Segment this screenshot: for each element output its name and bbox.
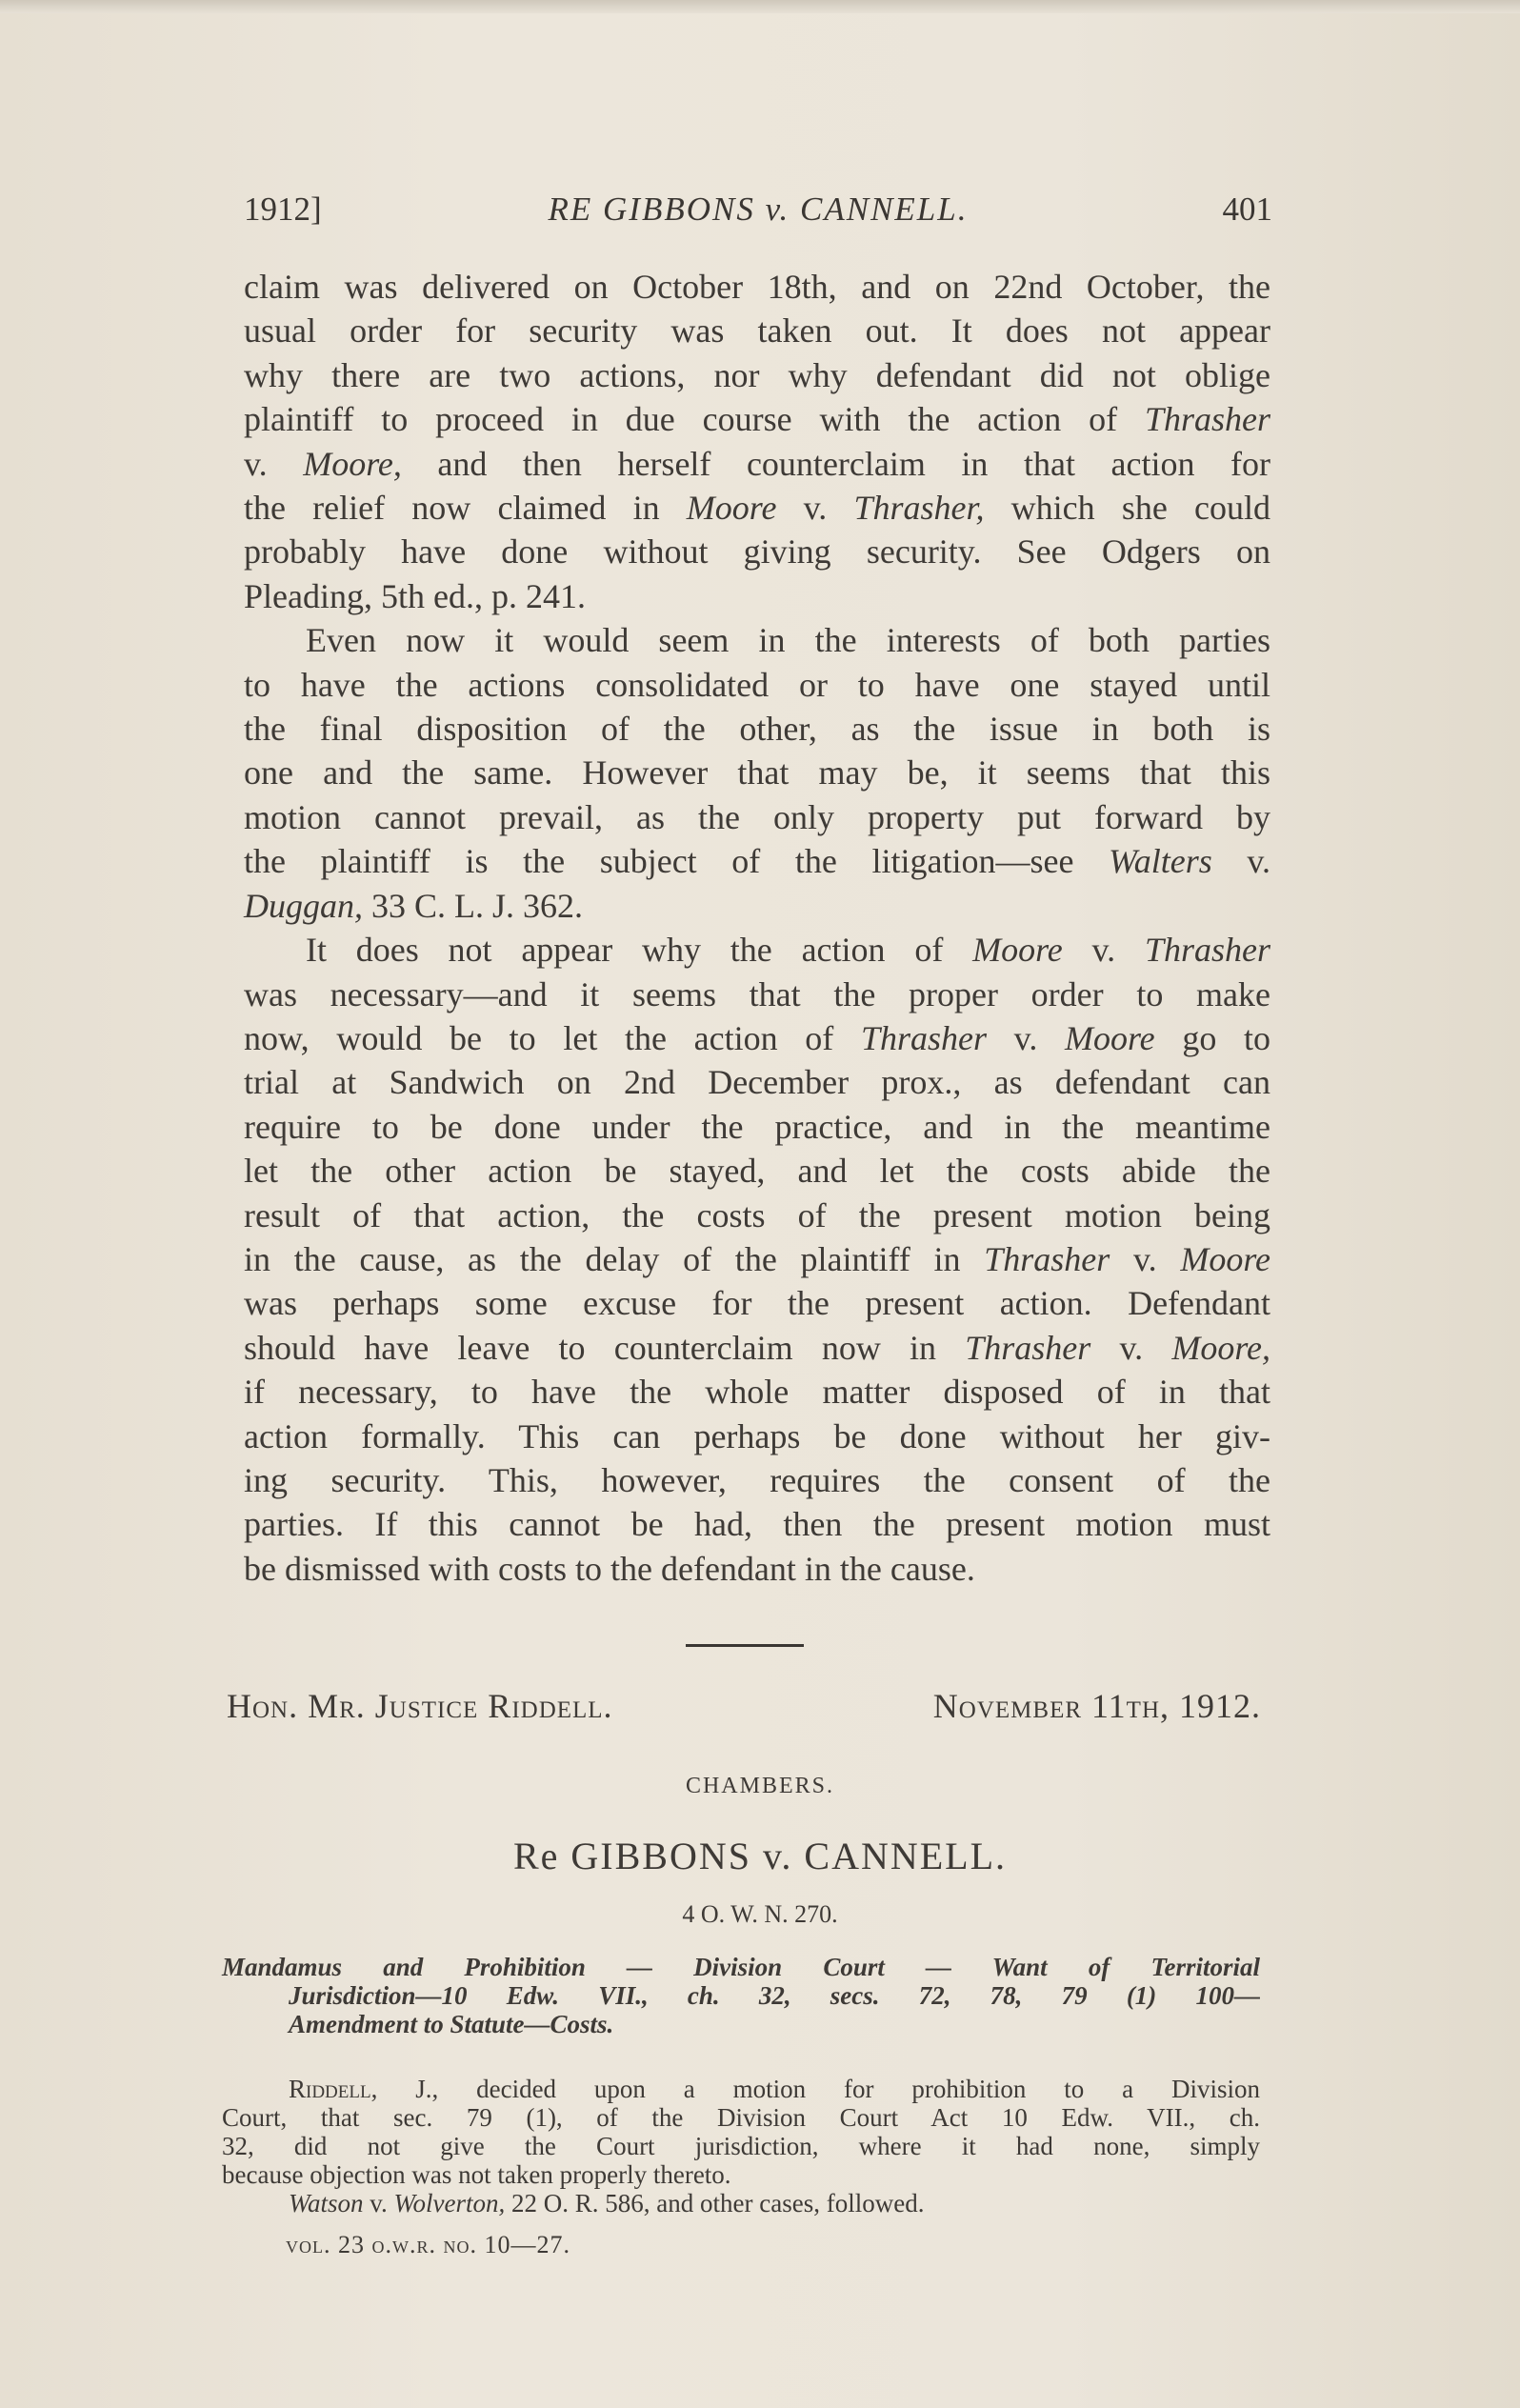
text-span: was perhaps some excuse for the present action. Defendant [244,1284,1270,1323]
text-line [244,486,1270,530]
text-line [244,663,1270,707]
judge-name: Hon. Mr. Justice Riddell. [227,1687,613,1725]
text-span: Even now it would seem in the interests of both parties [306,621,1270,660]
volume-footer: vol. 23 o.w.r. no. 10—27. [286,2231,570,2258]
section-divider [686,1644,804,1647]
summary-line [222,2189,1260,2217]
text-line [244,1149,1270,1193]
case-name: Moore, [303,444,402,483]
text-line [244,973,1270,1016]
text-span: usual order for security was taken out. It does not appear [244,311,1270,351]
text-span: now, would be to let the action of [244,1018,861,1057]
text-line [244,353,1270,397]
text-span: go to [1154,1018,1270,1057]
page-number: 401 [1222,191,1272,228]
case-name: Moore [1065,1018,1155,1057]
text-span: the relief now claimed in [244,489,687,528]
text-span: in the cause, as the delay of the plaintiff in [244,1239,985,1278]
case-name: Wolverton, [393,2189,506,2217]
text-span: which she could [984,489,1270,528]
text-line [244,1415,1270,1458]
case-name: Walters [1109,842,1212,881]
judge-date-line [227,1686,1261,1734]
text-line [244,795,1270,839]
text-span: motion cannot prevail, as the only property put forward by [244,797,1270,836]
text-span: probably have done without giving security. See Odgers on [244,532,1270,572]
text-span: claim was delivered on October 18th, and on 22nd October, the [244,268,1270,306]
text-span: 22 O. R. 586, and other cases, followed. [505,2189,925,2217]
headnote-line: Jurisdiction—10 Edw. VII., ch. 32, secs. 72, 78, 79 (1) 100— [289,1981,1260,2010]
text-span: parties. If this cannot be had, then the present motion must [244,1505,1270,1544]
chambers-heading: CHAMBERS. [685,1774,835,1798]
text-span: plaintiff to proceed in due course with the action of [244,400,1145,439]
text-line [244,884,1270,928]
summary-line: because objection was not taken properly thereto. [222,2160,731,2189]
text-line [244,1370,1270,1414]
text-line [244,574,1270,618]
text-span: v. [776,489,854,528]
text-span: v. [1110,1239,1181,1278]
text-span: Pleading, 5th ed., p. 241. [244,576,586,615]
text-line [244,530,1270,573]
text-line [244,442,1270,486]
text-line [244,1547,1270,1591]
headnote-line: Mandamus and Prohibition — Division Court — Want of Territorial [222,1953,1260,1981]
text-span: if necessary, to have the whole matter disposed of in that [244,1373,1270,1412]
case-name: Watson [289,2189,364,2217]
text-line [244,1281,1270,1325]
running-head-year: 1912] [244,191,322,228]
text-line [244,1502,1270,1546]
text-span: v. [1211,842,1270,881]
summary-line: 32, did not give the Court jurisdiction, where it had none, simply [222,2132,1260,2160]
text-line [244,309,1270,352]
text-span: ing security. This, however, requires the consent of the [244,1460,1270,1499]
text-span: action formally. This can perhaps be done without her giv- [244,1416,1270,1455]
text-span: let the other action be stayed, and let the costs abide the [244,1152,1270,1191]
case-name: Moore [972,931,1063,970]
headnote-line: Amendment to Statute—Costs. [289,2010,614,2038]
summary-line: Court, that sec. 79 (1), of the Division Court Act 10 Edw. VII., ch. [222,2103,1260,2132]
case-name: Thrasher [984,1239,1110,1278]
decision-date: November 11th, 1912. [932,1687,1261,1725]
text-span: v. [363,2189,394,2217]
page-top-edge [0,0,1520,13]
text-span: to have the actions consolidated or to have one stayed until [244,665,1270,704]
text-span: It does not appear why the action of [306,931,973,970]
text-line [244,1060,1270,1104]
case-name: Duggan, [244,886,363,925]
text-span: 33 C. L. J. 362. [363,886,584,925]
text-span: v. [244,444,304,483]
judge-ref: Riddell [289,2075,371,2103]
text-line [244,1237,1270,1281]
text-span: and then herself counterclaim in that action for [401,444,1270,483]
text-span: why there are two actions, nor why defendant did not oblige [244,355,1270,394]
text-span: was necessary—and it seems that the proper order to make [244,974,1270,1013]
text-span: v. [1062,931,1145,970]
paragraph-2 [244,618,1270,928]
paragraph-3 [244,928,1270,1591]
text-line [244,1326,1270,1370]
text-line [244,928,1270,972]
text-line [244,707,1270,751]
text-line [244,397,1270,441]
running-head-title: RE GIBBONS v. CANNELL. [548,191,969,228]
text-line [244,1458,1270,1502]
text-span: be dismissed with costs to the defendant in the cause. [244,1549,975,1588]
running-head [244,191,1272,238]
text-span: one and the same. However that may be, it seems that this [244,753,1270,793]
case-summary [222,2075,1260,2217]
text-span: the final disposition of the other, as the issue in both is [244,710,1270,749]
text-line [244,839,1270,883]
text-span: should have leave to counterclaim now in [244,1328,966,1367]
case-name: Moore [686,489,777,528]
text-line [244,751,1270,794]
paragraph-1 [244,265,1270,618]
text-span: v. [1090,1328,1172,1367]
case-citation: 4 O. W. N. 270. [682,1900,838,1928]
summary-line [222,2075,1260,2103]
case-name: Moore [1180,1239,1271,1278]
text-line [244,618,1270,662]
text-line [244,1105,1270,1149]
text-span: , J., decided upon a motion for prohibition to a Division [370,2075,1260,2103]
text-span: v. [986,1018,1065,1057]
text-span: result of that action, the costs of the present motion being [244,1195,1270,1234]
case-name: Thrasher [860,1018,987,1057]
case-title: Re GIBBONS v. CANNELL. [512,1835,1008,1877]
text-line [244,1016,1270,1060]
body-text [244,265,1270,1591]
text-line [244,1194,1270,1237]
text-line [244,265,1270,309]
text-span: require to be done under the practice, and in the meantime [244,1107,1270,1146]
case-name: Moore, [1171,1328,1270,1367]
text-span: the plaintiff is the subject of the litigation—see [244,842,1110,881]
headnote [222,1953,1260,2038]
case-name: Thrasher [1144,931,1270,970]
text-span: trial at Sandwich on 2nd December prox., as defendant can [244,1063,1270,1102]
case-name: Thrasher, [853,489,985,528]
case-name: Thrasher [965,1328,1091,1367]
case-name: Thrasher [1144,400,1270,439]
